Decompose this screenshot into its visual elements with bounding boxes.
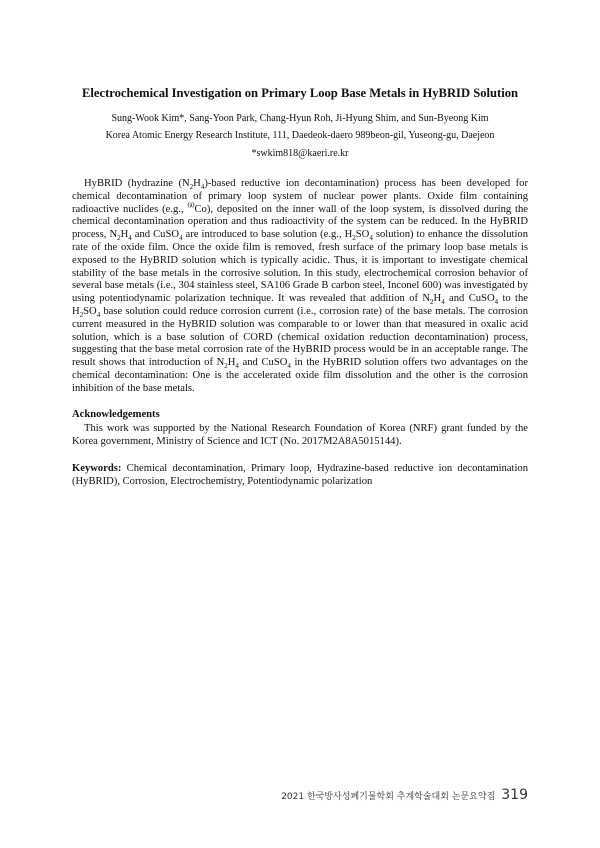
proceedings-name: 2021 한국방사성폐기물학회 추계학술대회 논문요약집	[281, 792, 496, 802]
page-number: 319	[501, 787, 528, 803]
acknowledgements-body	[72, 422, 528, 448]
page-footer	[281, 787, 528, 803]
acknowledgements-text: This work was supported by the National Research Foundation of Korea (NRF) grant funded by the Korea government, Ministry of Science and ICT (No. 2017M2A8A5015144).	[72, 423, 528, 447]
abstract	[72, 178, 528, 396]
author-list: Sung-Wook Kim*, Sang-Yoon Park, Chang-Hyun Roh, Ji-Hyung Shim, and Sun-Byeong Kim	[111, 113, 489, 124]
paper-title: Electrochemical Investigation on Primary Loop Base Metals in HyBRID Solution	[82, 86, 518, 100]
keywords-text: Chemical decontamination, Primary loop, Hydrazine-based reductive ion decontamination (HyBRID), Corrosion, Electrochemistry, Potentiodynamic polarization	[72, 463, 528, 487]
keywords	[72, 462, 528, 488]
acknowledgements-heading: Acknowledgements	[72, 409, 160, 420]
affiliation: Korea Atomic Energy Research Institute, 111, Daedeok-daero 989beon-gil, Yuseong-gu, Daejeon	[105, 130, 495, 141]
abstract-paragraph: HyBRID (hydrazine $(N_2H_4)$-based reductive ion decontamination) process has been developed for chemical decontamination of primary loop system of nuclear power plants. Oxide film containing radioactive nuclides (e.g., $^{60}$Co), deposited on the inner wall of the loop system, is dissolved during the chemical decontamination operation and thus radioactivity of the system can be reduced. In the HyBRID process, $N_2H_4$ and CuSO$_4$ are introduced to base solution (e.g., $H_2SO_4$ solution) to enhance the dissolution rate of the oxide film. Once the oxide film is removed, fresh surface of the primary loop base metals is exposed to the HyBRID solution which is typically acidic. Thus, it is important to investigate chemical stability of the base metals in the corrosive solution. In this study, electrochemical corrosion behavior of several base metals (i.e., 304 stainless steel, SA106 Grade B carbon steel, Inconel 600) was investigated by using potentiodynamic polarization technique. It was revealed that addition of $N_2H_4$ and CuSO$_4$ to the $H_2SO_4$ base solution could reduce corrosion current (i.e., corrosion rate) of the base metals. The corrosion current measured in the HyBRID solution was comparable to or lower than that measured in oxalic acid solution, which is a base solution of CORD (chemical oxidation reduction decontamination) process, suggesting that the base metal corrosion rate of the HyBRID process would be in an acceptable range. The result shows that introduction of $N_2H_4$ and CuSO$_4$ in the HyBRID solution offers two advantages on the chemical decontamination: One is the accelerated oxide film dissolution and the other is the corrosion inhibition of the base metals.	[72, 178, 529, 394]
keywords-label: Keywords:	[72, 463, 122, 474]
corresponding-email[interactable]: *swkim818@kaeri.re.kr	[251, 148, 349, 159]
